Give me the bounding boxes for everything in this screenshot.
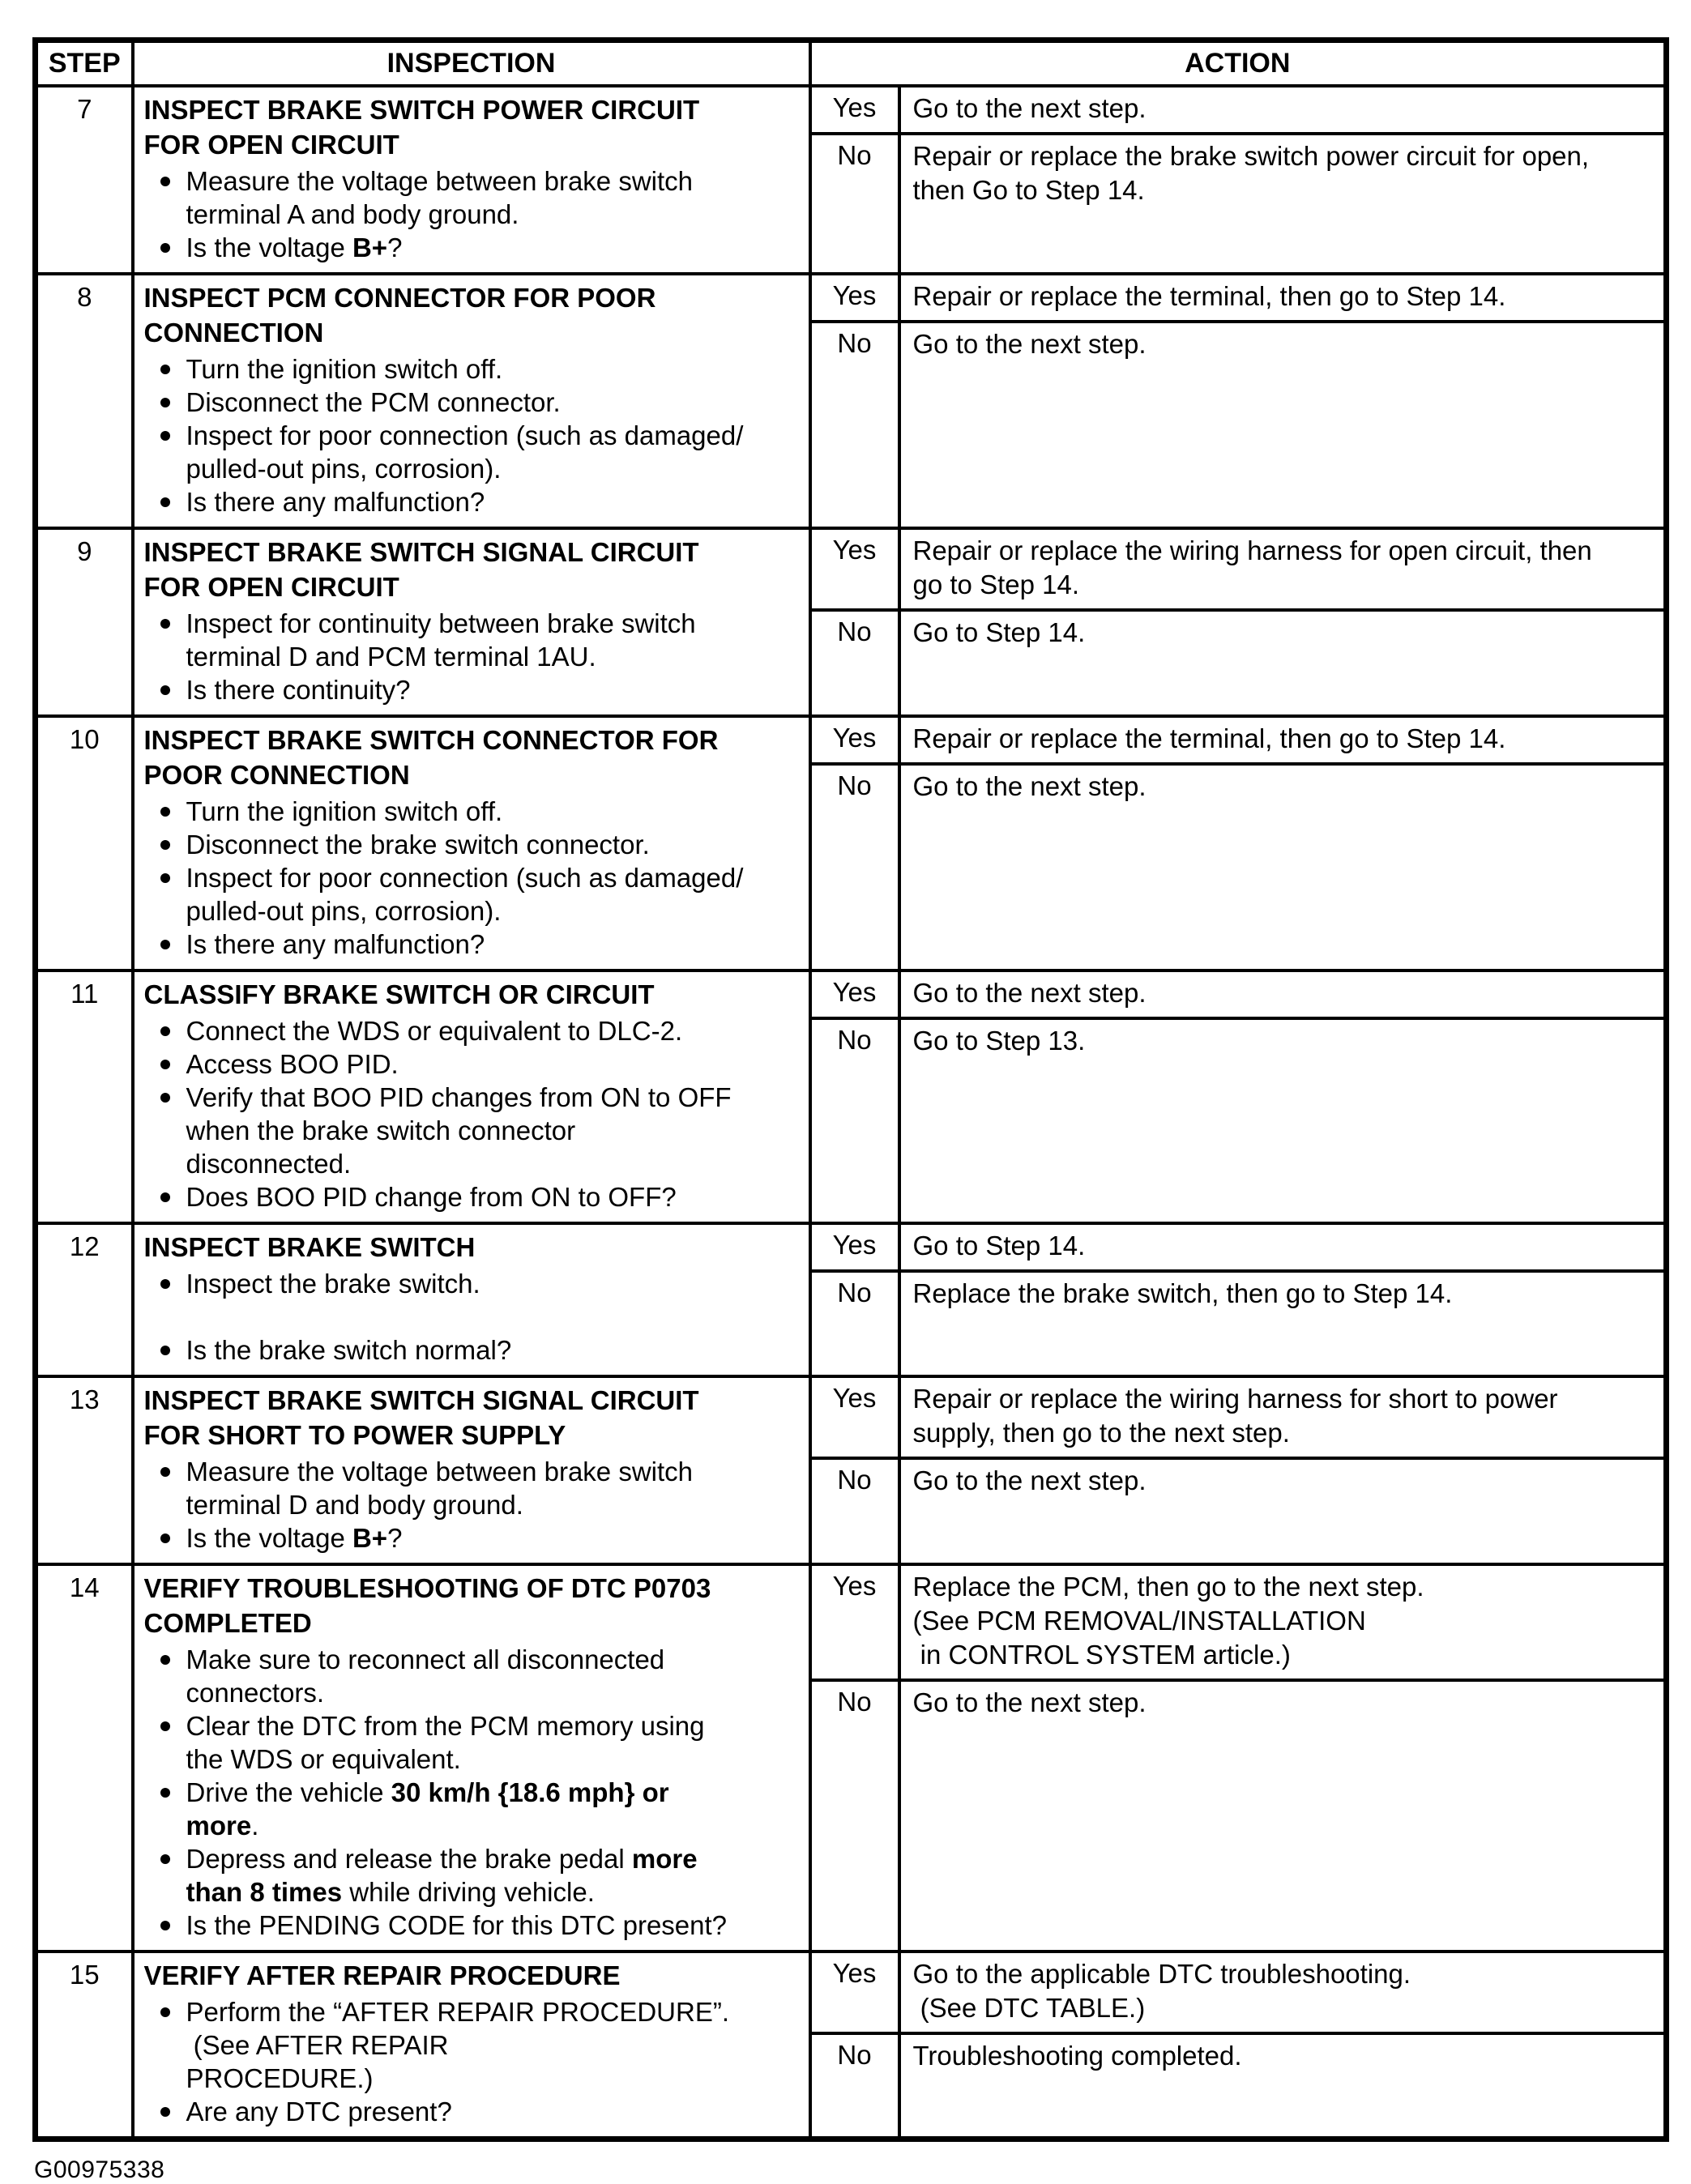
bullet-dot-icon xyxy=(144,386,186,419)
inspection-cell xyxy=(133,716,810,970)
inspection-bullets xyxy=(144,1014,802,1214)
bullet-dot-icon xyxy=(144,1995,186,2095)
bullet-text: Are any DTC present? xyxy=(186,2096,452,2126)
bullet-text: Is there continuity? xyxy=(186,674,411,705)
bullet-item xyxy=(144,607,802,673)
inspection-cell xyxy=(133,1223,810,1376)
no-label-cell: No xyxy=(810,1271,899,1376)
step-number-cell: 13 xyxy=(36,1376,133,1564)
bullet-item xyxy=(144,352,802,386)
yes-action-cell: Go to the next step. xyxy=(899,86,1667,134)
bullet-text: Verify that BOO PID changes from ON to OFF when the brake switch connector disconnected. xyxy=(186,1081,732,1179)
bullet-item xyxy=(144,1333,802,1367)
inspection-cell xyxy=(133,1952,810,2139)
bullet-dot-icon xyxy=(144,1081,186,1180)
no-action-cell: Go to the next step. xyxy=(899,1680,1667,1952)
header-inspection: INSPECTION xyxy=(133,41,810,86)
inspection-title: INSPECT BRAKE SWITCH SIGNAL CIRCUIT FOR OPEN CIRCUIT xyxy=(143,536,699,602)
bullet-dot-icon xyxy=(144,164,186,231)
yes-action-cell: Repair or replace the terminal, then go to Step 14. xyxy=(899,274,1667,322)
step-number-cell: 11 xyxy=(36,970,133,1223)
bullet-item xyxy=(144,861,802,928)
step-number-cell: 14 xyxy=(36,1564,133,1952)
bullet-item xyxy=(144,485,802,518)
inspection-cell xyxy=(133,86,810,274)
bold-text: more xyxy=(186,1810,252,1841)
step-number-cell: 10 xyxy=(36,716,133,970)
bullet-item xyxy=(144,1455,802,1521)
no-action-cell: Go to Step 14. xyxy=(899,610,1667,716)
bold-text: B+ xyxy=(352,1522,388,1553)
inspection-bullets xyxy=(144,1455,802,1555)
step-number-cell: 12 xyxy=(36,1223,133,1376)
bullet-item xyxy=(144,673,802,706)
bullet-text: Measure the voltage between brake switch terminal D and body ground. xyxy=(186,1456,694,1520)
bullet-text: Depress and release the brake pedal more than 8 times while driving vehicle. xyxy=(186,1843,698,1907)
yes-label-cell: Yes xyxy=(810,970,899,1018)
yes-action-cell: Go to the applicable DTC troubleshooting. (See DTC TABLE.) xyxy=(899,1952,1667,2033)
bullet-item xyxy=(144,1776,802,1842)
yes-label-cell: Yes xyxy=(810,1376,899,1458)
header-row xyxy=(36,41,1667,86)
bullet-dot-icon xyxy=(144,1776,186,1842)
inspection-bullets xyxy=(144,1643,802,1942)
bullet-text: Turn the ignition switch off. xyxy=(186,353,503,384)
no-label-cell: No xyxy=(810,1680,899,1952)
bullet-text: Disconnect the PCM connector. xyxy=(186,386,561,417)
bullet-text: Is the brake switch normal? xyxy=(186,1334,512,1365)
table-row-step-13-yes xyxy=(36,1376,1667,1458)
bullet-text: Is the voltage B+? xyxy=(186,1522,403,1553)
header-action: ACTION xyxy=(810,41,1667,86)
inspection-title: INSPECT BRAKE SWITCH POWER CIRCUIT FOR OPEN CIRCUIT xyxy=(143,94,700,160)
bullet-text: Disconnect the brake switch connector. xyxy=(186,829,650,860)
inspection-cell xyxy=(133,1376,810,1564)
bullet-text: Inspect for poor connection (such as damaged/ pulled-out pins, corrosion). xyxy=(186,420,744,484)
bullet-item xyxy=(144,231,802,264)
no-label-cell: No xyxy=(810,322,899,528)
bullet-item xyxy=(144,1995,802,2095)
bullet-text: Inspect for continuity between brake switch terminal D and PCM terminal 1AU. xyxy=(186,608,696,672)
bullet-item xyxy=(144,2095,802,2128)
inspection-cell xyxy=(133,528,810,716)
table-row-step-7-yes xyxy=(36,86,1667,134)
bullet-dot-icon xyxy=(144,1047,186,1081)
inspection-title: CLASSIFY BRAKE SWITCH OR CIRCUIT xyxy=(143,979,655,1009)
no-label-cell: No xyxy=(810,610,899,716)
bullet-dot-icon xyxy=(144,1455,186,1521)
inspection-bullets xyxy=(144,164,802,264)
inspection-title: VERIFY TROUBLESHOOTING OF DTC P0703 COMPLETED xyxy=(143,1572,711,1638)
bullet-text: Inspect for poor connection (such as damaged/ pulled-out pins, corrosion). xyxy=(186,862,744,926)
bullet-dot-icon xyxy=(144,928,186,961)
bold-text: than 8 times xyxy=(186,1876,343,1907)
yes-action-cell: Repair or replace the wiring harness for open circuit, then go to Step 14. xyxy=(899,528,1667,610)
step-number-cell: 15 xyxy=(36,1952,133,2139)
bullet-text: Access BOO PID. xyxy=(186,1048,399,1079)
yes-label-cell: Yes xyxy=(810,1223,899,1271)
bullet-dot-icon xyxy=(144,2095,186,2128)
bullet-item xyxy=(144,419,802,485)
bullet-item xyxy=(144,795,802,828)
bullet-item xyxy=(144,828,802,861)
no-label-cell: No xyxy=(810,1018,899,1223)
yes-label-cell: Yes xyxy=(810,716,899,764)
inspection-bullets xyxy=(144,1267,802,1367)
table-row-step-14-yes xyxy=(36,1564,1667,1680)
bullet-item xyxy=(144,1267,802,1300)
no-label-cell: No xyxy=(810,2033,899,2139)
no-action-cell: Replace the brake switch, then go to Step 14. xyxy=(899,1271,1667,1376)
bullet-text: Is the PENDING CODE for this DTC present? xyxy=(186,1909,728,1940)
no-action-cell: Go to the next step. xyxy=(899,764,1667,970)
table-row-step-12-yes xyxy=(36,1223,1667,1271)
no-label-cell: No xyxy=(810,134,899,274)
no-action-cell: Go to Step 13. xyxy=(899,1018,1667,1223)
bullet-item xyxy=(144,1081,802,1180)
bullet-text: Connect the WDS or equivalent to DLC-2. xyxy=(186,1015,683,1046)
bold-text: more xyxy=(631,1843,698,1874)
bold-text: B+ xyxy=(352,232,388,262)
bullet-dot-icon xyxy=(144,419,186,485)
yes-action-cell: Replace the PCM, then go to the next step. (See PCM REMOVAL/INSTALLATION in CONTROL SYSTEM article.) xyxy=(899,1564,1667,1680)
inspection-title: INSPECT PCM CONNECTOR FOR POOR CONNECTION xyxy=(143,282,656,348)
bullet-text: Does BOO PID change from ON to OFF? xyxy=(186,1181,677,1212)
table-row-step-11-yes xyxy=(36,970,1667,1018)
bullet-item xyxy=(144,928,802,961)
table-row-step-10-yes xyxy=(36,716,1667,764)
bold-text: 30 km/h {18.6 mph} or xyxy=(391,1777,669,1807)
table-row-step-9-yes xyxy=(36,528,1667,610)
no-action-cell: Troubleshooting completed. xyxy=(899,2033,1667,2139)
bullet-text: Is the voltage B+? xyxy=(186,232,403,262)
yes-action-cell: Go to the next step. xyxy=(899,970,1667,1018)
bullet-dot-icon xyxy=(144,828,186,861)
bullet-dot-icon xyxy=(144,673,186,706)
yes-label-cell: Yes xyxy=(810,1564,899,1680)
no-label-cell: No xyxy=(810,764,899,970)
bullet-dot-icon xyxy=(144,1842,186,1909)
step-number-cell: 7 xyxy=(36,86,133,274)
no-action-cell: Go to the next step. xyxy=(899,322,1667,528)
bullet-text: Perform the “AFTER REPAIR PROCEDURE”. (See AFTER REPAIR PROCEDURE.) xyxy=(186,1996,729,2093)
no-action-cell: Repair or replace the brake switch power circuit for open, then Go to Step 14. xyxy=(899,134,1667,274)
inspection-cell xyxy=(133,970,810,1223)
bullet-text: Make sure to reconnect all disconnected connectors. xyxy=(186,1644,665,1708)
no-action-cell: Go to the next step. xyxy=(899,1458,1667,1564)
bullet-dot-icon xyxy=(144,1014,186,1047)
bullet-dot-icon xyxy=(144,1267,186,1300)
yes-action-cell: Go to Step 14. xyxy=(899,1223,1667,1271)
bullet-dot-icon xyxy=(144,1333,186,1367)
bullet-item xyxy=(144,164,802,231)
yes-label-cell: Yes xyxy=(810,86,899,134)
bullet-dot-icon xyxy=(144,795,186,828)
inspection-cell xyxy=(133,1564,810,1952)
bullet-dot-icon xyxy=(144,1180,186,1214)
bullet-item xyxy=(144,1180,802,1214)
inspection-title: INSPECT BRAKE SWITCH CONNECTOR FOR POOR CONNECTION xyxy=(143,724,719,790)
yes-label-cell: Yes xyxy=(810,1952,899,2033)
bullet-dot-icon xyxy=(144,1909,186,1942)
table-row-step-8-yes xyxy=(36,274,1667,322)
no-label-cell: No xyxy=(810,1458,899,1564)
inspection-title: VERIFY AFTER REPAIR PROCEDURE xyxy=(143,1960,621,1990)
yes-action-cell: Repair or replace the terminal, then go to Step 14. xyxy=(899,716,1667,764)
bullet-text: Clear the DTC from the PCM memory using the WDS or equivalent. xyxy=(186,1710,705,1774)
bullet-item xyxy=(144,1842,802,1909)
yes-action-cell: Repair or replace the wiring harness for short to power supply, then go to the next step. xyxy=(899,1376,1667,1458)
bullet-text: Inspect the brake switch. xyxy=(186,1268,480,1299)
bullet-item xyxy=(144,1047,802,1081)
figure-id: G00975338 xyxy=(34,2156,165,2183)
yes-label-cell: Yes xyxy=(810,528,899,610)
inspection-bullets xyxy=(144,352,802,518)
inspection-title: INSPECT BRAKE SWITCH SIGNAL CIRCUIT FOR SHORT TO POWER SUPPLY xyxy=(143,1384,699,1450)
bullet-item xyxy=(144,1643,802,1709)
bullet-dot-icon xyxy=(144,231,186,264)
bullet-text: Turn the ignition switch off. xyxy=(186,796,503,826)
bullet-dot-icon xyxy=(144,485,186,518)
bullet-dot-icon xyxy=(144,1521,186,1555)
bullet-item xyxy=(144,1909,802,1942)
step-number-cell: 8 xyxy=(36,274,133,528)
inspection-bullets xyxy=(144,795,802,961)
inspection-bullets xyxy=(144,607,802,706)
bullet-dot-icon xyxy=(144,861,186,928)
inspection-cell xyxy=(133,274,810,528)
bullet-item xyxy=(144,386,802,419)
bullet-spacer xyxy=(144,1300,802,1333)
bullet-text: Is there any malfunction? xyxy=(186,928,485,959)
bullet-text: Drive the vehicle 30 km/h {18.6 mph} or more. xyxy=(186,1777,669,1841)
bullet-dot-icon xyxy=(144,352,186,386)
bullet-dot-icon xyxy=(144,1643,186,1709)
bullet-text: Is there any malfunction? xyxy=(186,486,485,517)
yes-label-cell: Yes xyxy=(810,274,899,322)
bullet-item xyxy=(144,1014,802,1047)
troubleshooting-table xyxy=(32,37,1669,2142)
bullet-item xyxy=(144,1521,802,1555)
step-number-cell: 9 xyxy=(36,528,133,716)
header-step: STEP xyxy=(36,41,133,86)
bullet-text: Measure the voltage between brake switch terminal A and body ground. xyxy=(186,165,694,229)
bullet-dot-icon xyxy=(144,1709,186,1776)
inspection-title: INSPECT BRAKE SWITCH xyxy=(143,1231,476,1262)
bullet-dot-icon xyxy=(144,607,186,673)
inspection-bullets xyxy=(144,1995,802,2128)
table-row-step-15-yes xyxy=(36,1952,1667,2033)
bullet-item xyxy=(144,1709,802,1776)
